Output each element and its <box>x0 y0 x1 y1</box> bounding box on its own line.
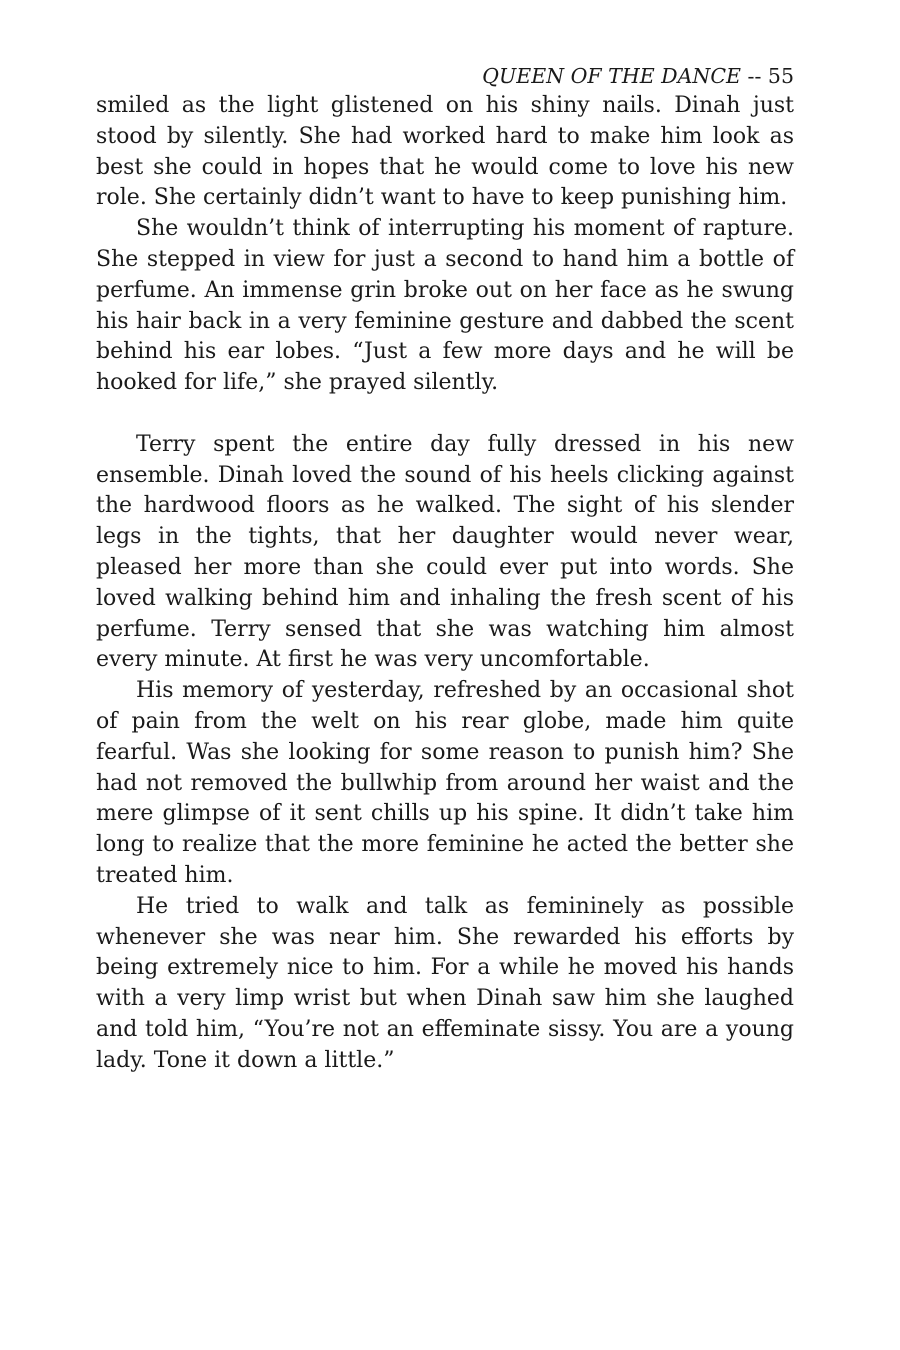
page-number: 55 <box>767 64 794 88</box>
header-separator: -- <box>741 64 768 88</box>
paragraph-after-section-break: Terry spent the entire day fully dressed in his new ensemble. Dinah loved the sound of his heels clicking against the hardwood floors as he walked. The sight of his slender legs in the tights, that her daughter would never wear, pleased her more than she could ever put into words. She loved walking behind him and inhaling the fresh scent of his perfume. Terry sensed that she was watching him almost every minute. At first he was very uncomfortable. <box>96 431 794 673</box>
paragraph: He tried to walk and talk as femininely as possible whenever she was near him. She rewarded his efforts by being extremely nice to him. For a while he moved his hands with a very limp wrist but when Dinah saw him she laughed and told him, “You’re not an effeminate sissy. You are a young lady. Tone it down a little.” <box>96 893 794 1073</box>
running-header <box>96 62 794 91</box>
book-page <box>96 62 794 1077</box>
running-title: QUEEN OF THE DANCE <box>482 64 742 88</box>
body-text <box>96 91 794 1077</box>
paragraph: His memory of yesterday, refreshed by an occasional shot of pain from the welt on his rear globe, made him quite fearful. Was she looking for some reason to punish him? She had not removed the bullwhip from around her waist and the mere glimpse of it sent chills up his spine. It didn’t take him long to realize that the more feminine he acted the better she treated him. <box>96 678 794 888</box>
paragraph-continued: smiled as the light glistened on his shiny nails. Dinah just stood by silently. She had worked hard to make him look as best she could in hopes that he would come to love his new role. She certainly didn’t want to have to keep punishing him. <box>96 93 794 211</box>
paragraph: She wouldn’t think of interrupting his moment of rapture. She stepped in view for just a second to hand him a bottle of perfume. An immense grin broke out on her face as he swung his hair back in a very feminine gesture and dabbed the scent behind his ear lobes. “Just a few more days and he will be hooked for life,” she prayed silently. <box>96 216 794 396</box>
